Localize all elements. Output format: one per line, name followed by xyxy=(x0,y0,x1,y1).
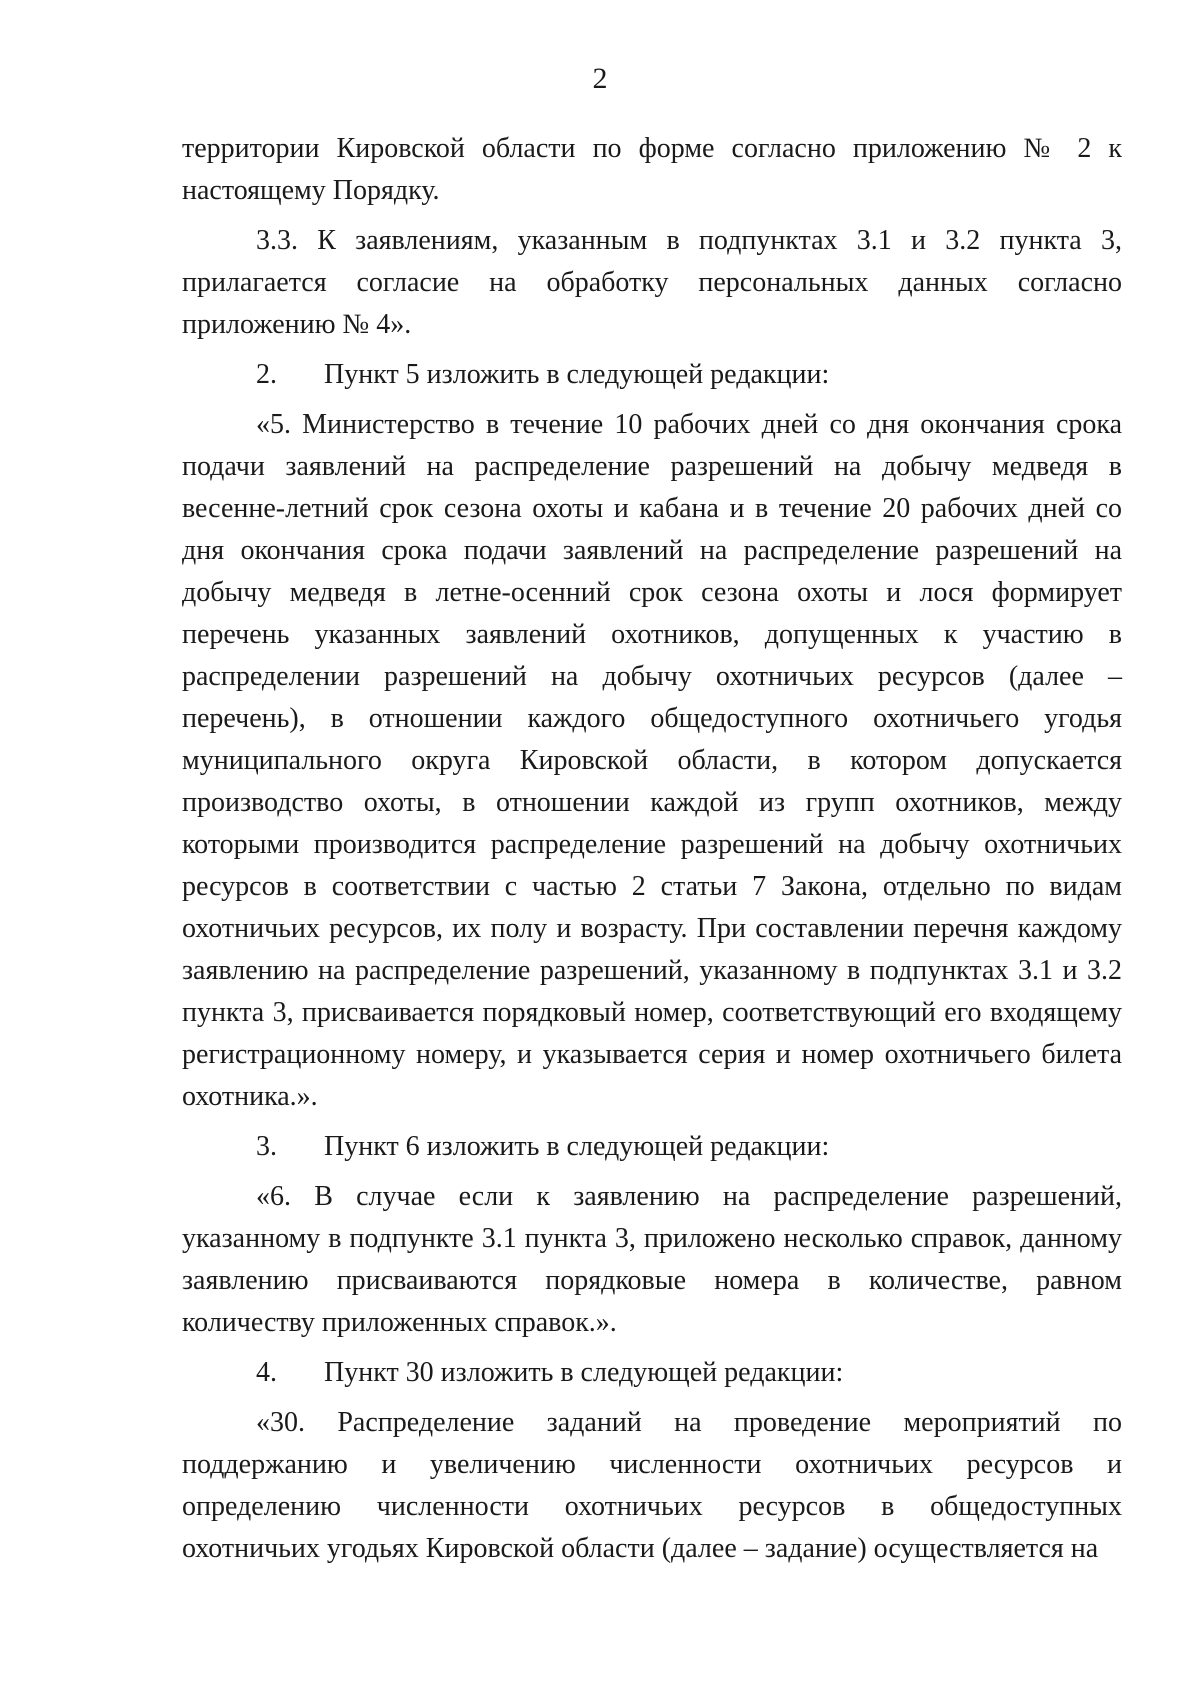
amendment-item-3 xyxy=(182,1126,1122,1168)
paragraph-continuation: территории Кировской области по форме согласно приложению № 2 к настоящему Порядку. xyxy=(182,133,1122,206)
amendment-item-2 xyxy=(182,354,1122,396)
amendment-item-4 xyxy=(182,1352,1122,1394)
item-text: Пункт 5 изложить в следующей редакции: xyxy=(324,359,830,390)
paragraph-3-3: 3.3. К заявлениям, указанным в подпунктах 3.1 и 3.2 пункта 3, прилагается согласие на обработку персональных данных согласно приложению № 4». xyxy=(182,225,1122,340)
item-text: Пункт 30 изложить в следующей редакции: xyxy=(324,1357,844,1388)
item-number: 2. xyxy=(256,359,277,390)
page-number: 2 xyxy=(592,62,608,95)
item-number: 4. xyxy=(256,1357,277,1388)
paragraph-5: «5. Министерство в течение 10 рабочих дней со дня окончания срока подачи заявлений на распределение разрешений на добычу медведя в весенне-летний срок сезона охоты и кабана и в течение 20 рабочих дней со дня окончания срока подачи заявлений на распределение разрешений на добычу медведя в летне-осенний срок сезона охоты и лося формирует перечень указанных заявлений охотников, допущенных к участию в распределении разрешений на добычу охотничьих ресурсов (далее – перечень), в отношении каждого общедоступного охотничьего угодья муниципального округа Кировской области, в котором допускается производство охоты, в отношении каждой из групп охотников, между которыми производится распределение разрешений на добычу охотничьих ресурсов в соответствии с частью 2 статьи 7 Закона, отдельно по видам охотничьих ресурсов, их полу и возрасту. При составлении перечня каждому заявлению на распределение разрешений, указанному в подпунктах 3.1 и 3.2 пункта 3, присваивается порядковый номер, соответствующий его входящему регистрационному номеру, и указывается серия и номер охотничьего билета охотника.». xyxy=(182,409,1122,1112)
document-body xyxy=(182,128,1122,1570)
item-text: Пункт 6 изложить в следующей редакции: xyxy=(324,1131,830,1162)
paragraph-6: «6. В случае если к заявлению на распределение разрешений, указанному в подпункте 3.1 пункта 3, приложено несколько справок, данному заявлению присваиваются порядковые номера в количестве, равном количеству приложенных справок.». xyxy=(182,1181,1122,1338)
paragraph-30: «30. Распределение заданий на проведение мероприятий по поддержанию и увеличению численности охотничьих ресурсов и определению численности охотничьих ресурсов в общедоступных охотничьих угодьях Кировской области (далее – задание) осуществляется на xyxy=(182,1407,1122,1564)
item-number: 3. xyxy=(256,1131,277,1162)
